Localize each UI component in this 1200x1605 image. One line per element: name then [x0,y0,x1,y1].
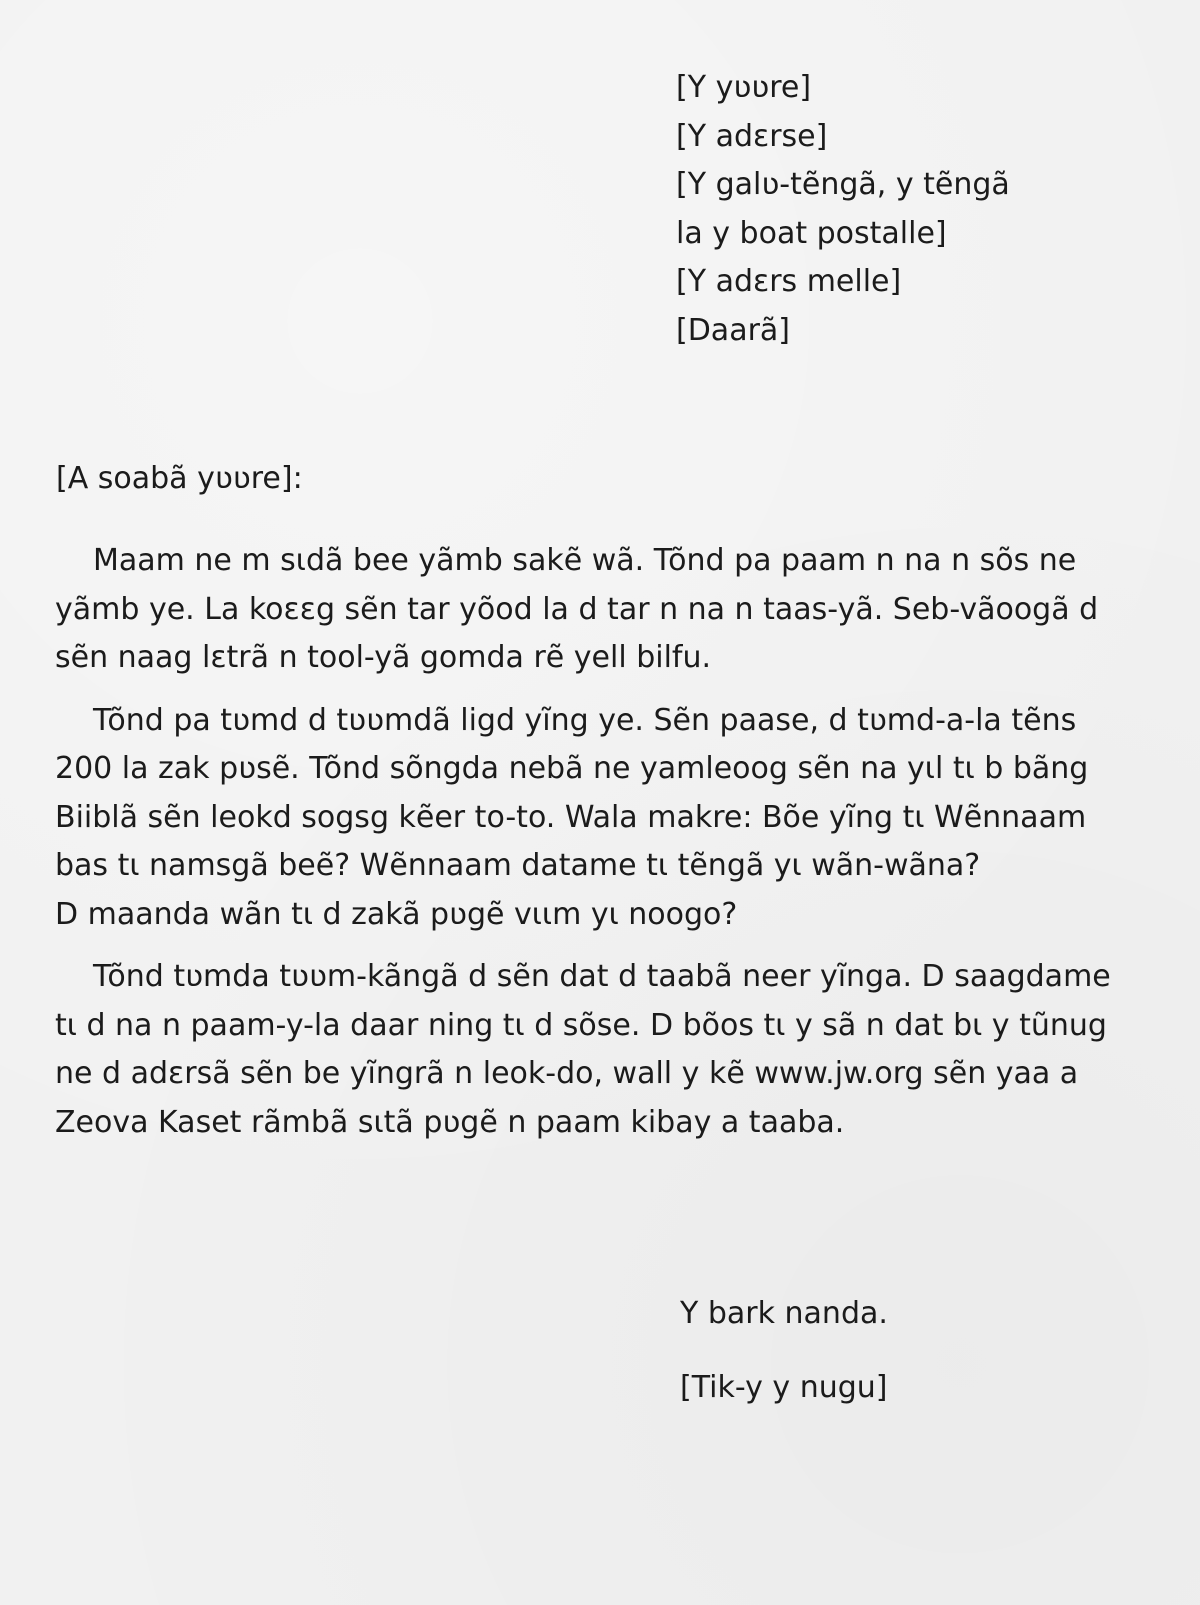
sender-address: [Y adɛrse] [676,118,828,154]
body-paragraph-2-main: Tõnd pa tʋmd d tʋʋmdã ligd yĩng ye. Sẽn paase, d tʋmd-a-la tẽns 200 la zak pʋsẽ. Tõnd sõngda nebã ne yamleoog sẽn na yɩl tɩ b bãng Biiblã sẽn leokd sogsg kẽer to-to. Wala makre: Bõe yĩng tɩ Wẽnnaam bas tɩ namsgã beẽ? Wẽnnaam datame tɩ tẽngã yɩ wãn-wãna? [55,702,1089,883]
letter-body [55,537,1135,1161]
body-paragraph-2-last-line: D maanda wãn tɩ d zakã pʋgẽ vɩɩm yɩ noogo? [55,896,738,932]
sender-city-line-2: la y boat postalle] [676,215,947,251]
letter-date: [Daarã] [676,312,790,348]
sender-email: [Y adɛrs melle] [676,264,902,299]
salutation: [A soabã yʋʋre]: [56,461,303,496]
sender-name: [Y yʋʋre] [676,70,812,105]
body-paragraph-3: Tõnd tʋmda tʋʋm-kãngã d sẽn dat d taabã neer yĩnga. D saagdame tɩ d na n paam-y-la daar ning tɩ d sõse. D bõos tɩ y sã n dat bɩ y tũnug ne d adɛrsã sẽn be yĩngrã n leok-do, wall y kẽ www.jw.org sẽn yaa a Zeova Kaset rãmbã sɩtã pʋgẽ n paam kibay a taaba. [55,959,1111,1140]
sender-city-line-1: [Y galʋ-tẽngã, y tẽngã [676,167,1010,202]
signature-placeholder: [Tik-y y nugu] [680,1370,888,1405]
sender-block [676,64,1096,355]
closing: Y bark nanda. [680,1296,888,1331]
body-paragraph-2 [55,697,1135,940]
body-paragraph-1: Maam ne m sɩdã bee yãmb sakẽ wã. Tõnd pa paam n na n sõs ne yãmb ye. La koɛɛg sẽn tar yõod la d tar n na n taas-yã. Seb-vãoogã d sẽn naag lɛtrã n tool-yã gomda rẽ yell bilfu. [55,543,1099,675]
